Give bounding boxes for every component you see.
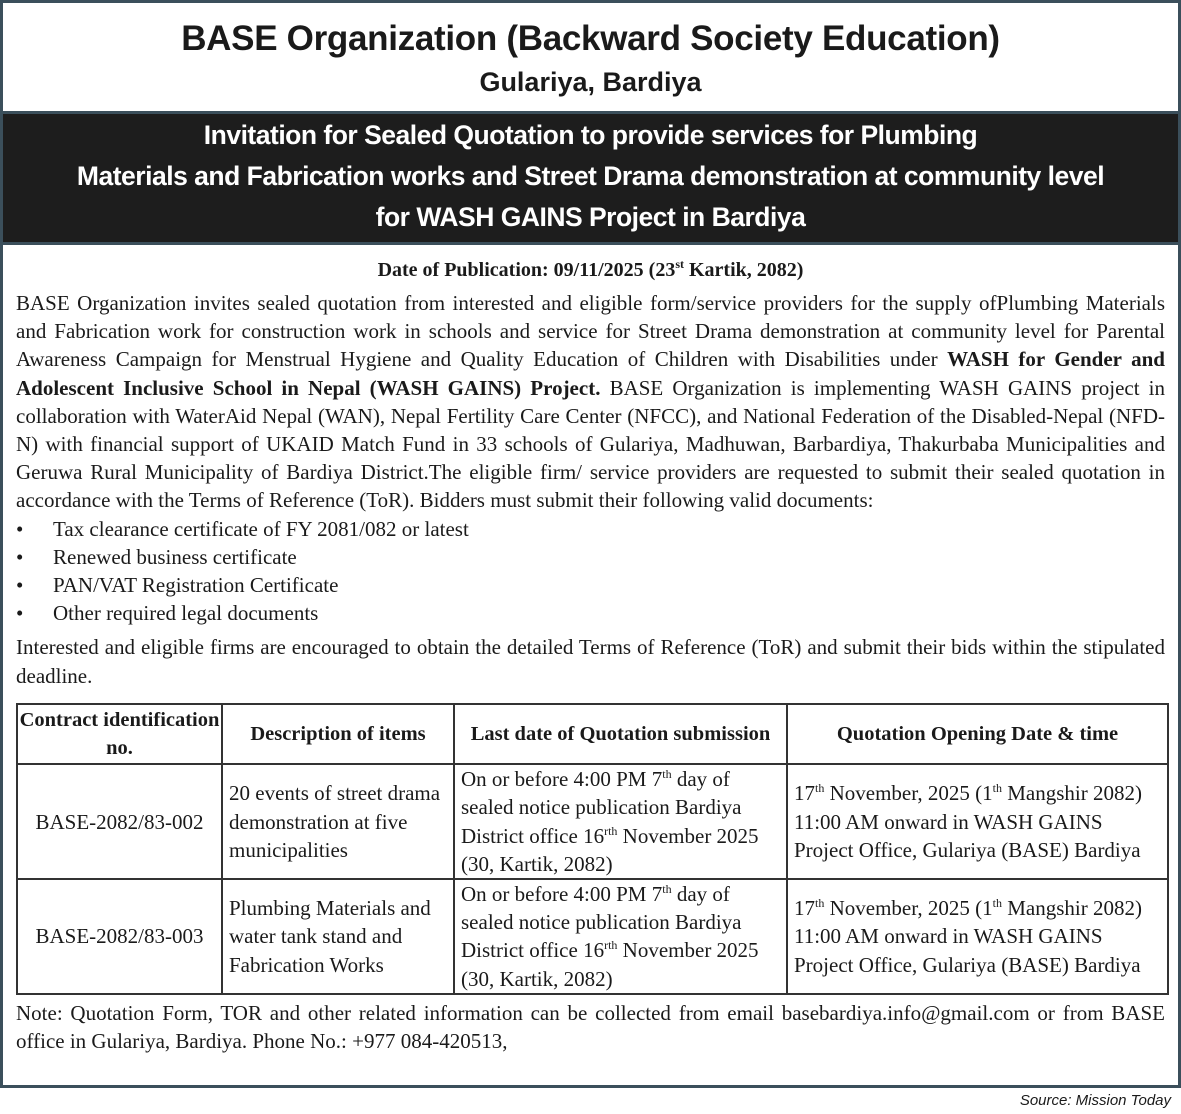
title-line: for WASH GAINS Project in Bardiya (375, 202, 806, 232)
list-item: • Other required legal documents (16, 599, 1165, 627)
list-item: • Renewed business certificate (16, 543, 1165, 571)
ordinal-suffix: th (992, 781, 1002, 796)
deadline-text: November 2025 (30, Kartik, 2082) (461, 823, 759, 876)
contract-id: BASE-2082/83-002 (17, 764, 222, 879)
project-name: WASH for Gender and Adolescent Inclusive School in Nepal (WASH GAINS) Project. (16, 347, 1165, 400)
quotation-table (16, 703, 1169, 995)
pub-date-text: Date of Publication: 09/11/2025 (23 (377, 259, 676, 281)
deadline-text: November 2025 (30, Kartik, 2082) (461, 938, 759, 991)
pub-date-sup: st (675, 257, 684, 271)
title-line: Invitation for Sealed Quotation to provide services for Plumbing (203, 120, 978, 150)
organization-location: Gulariya, Bardiya (479, 67, 702, 97)
submission-deadline (454, 879, 787, 994)
column-header: Quotation Opening Date & time (787, 704, 1168, 764)
notice-title (3, 114, 1178, 245)
deadline-text: On or before 4:00 PM 7 (461, 767, 663, 792)
list-item: • PAN/VAT Registration Certificate (16, 571, 1165, 599)
column-header: Description of items (222, 704, 454, 764)
ordinal-suffix: th (662, 882, 672, 897)
notice-header (3, 3, 1178, 114)
title-line: Materials and Fabrication works and Street Drama demonstration at community level (76, 161, 1105, 191)
intro-text: BASE Organization invites sealed quotation from interested and eligible form/service providers for the supply ofPlumbing Materials and Fabrication work for construction work in schools and service for Street Drama demonstration at community level for Parental Awareness Campaign for Menstrual Hygiene and Quality Education of Children with Disabilities under (16, 291, 1165, 372)
opening-date (787, 764, 1168, 879)
organization-name: BASE Organization (Backward Society Education) (181, 19, 1000, 58)
table-row (17, 764, 1168, 879)
ordinal-suffix: th (992, 896, 1002, 911)
contract-id: BASE-2082/83-003 (17, 879, 222, 994)
pub-date-text: Kartik, 2082) (684, 259, 804, 281)
opening-text: November, 2025 (1 (824, 896, 993, 921)
documents-list (3, 515, 1178, 628)
column-header: Contract identification no. (17, 704, 222, 764)
intro-text: BASE Organization is implementing WASH GAINS project in collaboration with WaterAid Nepal (WAN), Nepal Fertility Care Center (NFCC), and National Federation of the Disabled-Nepal (NFD-N) with financial support of UKAID Match Fund in 33 schools of Gulariya, Madhuwan, Barbardiya, Thakurbaba Municipalities and Geruwa Rural Municipality of Bardiya District.The eligible firm/ service providers are requested to submit their sealed quotation in accordance with the Terms of Reference (ToR). Bidders must submit their following valid documents: (16, 375, 1166, 513)
opening-text: 17 (794, 896, 815, 921)
table-header-row (17, 704, 1168, 764)
ordinal-suffix: rth (604, 823, 618, 838)
source-credit: Source: Mission Today (1019, 1092, 1171, 1109)
submission-deadline (454, 764, 787, 879)
contact-note: Note: Quotation Form, TOR and other related information can be collected from email basebardiya.info@gmail.com or from BASE office in Gulariya, Bardiya. Phone No.: +977 084-420513, (16, 1000, 1165, 1054)
opening-text: 17 (794, 781, 815, 806)
deadline-text: day of sealed notice publication Bardiya District office 16 (461, 767, 742, 848)
item-description: 20 events of street drama demonstration at five municipalities (222, 764, 454, 879)
opening-text: November, 2025 (1 (824, 781, 993, 806)
ordinal-suffix: th (662, 767, 672, 782)
opening-date (787, 879, 1168, 994)
ordinal-suffix: th (815, 896, 825, 911)
item-description: Plumbing Materials and water tank stand and Fabrication Works (222, 879, 454, 994)
deadline-text: day of sealed notice publication Bardiya District office 16 (461, 882, 742, 963)
list-item: • Tax clearance certificate of FY 2081/082 or latest (16, 515, 1165, 543)
opening-text: Mangshir 2082) 11:00 AM onward in WASH GAINS Project Office, Gulariya (BASE) Bardiya (794, 781, 1142, 862)
ordinal-suffix: th (815, 781, 825, 796)
opening-text: Mangshir 2082) 11:00 AM onward in WASH GAINS Project Office, Gulariya (BASE) Bardiya (794, 896, 1142, 977)
publication-date (3, 259, 1178, 282)
table-row (17, 879, 1168, 994)
closing-paragraph: Interested and eligible firms are encouraged to obtain the detailed Terms of Reference (ToR) and submit their bids within the stipulated deadline. (16, 635, 1165, 688)
column-header: Last date of Quotation submission (454, 704, 787, 764)
ordinal-suffix: rth (604, 938, 618, 953)
intro-paragraph (16, 289, 1165, 515)
deadline-text: On or before 4:00 PM 7 (461, 882, 663, 907)
